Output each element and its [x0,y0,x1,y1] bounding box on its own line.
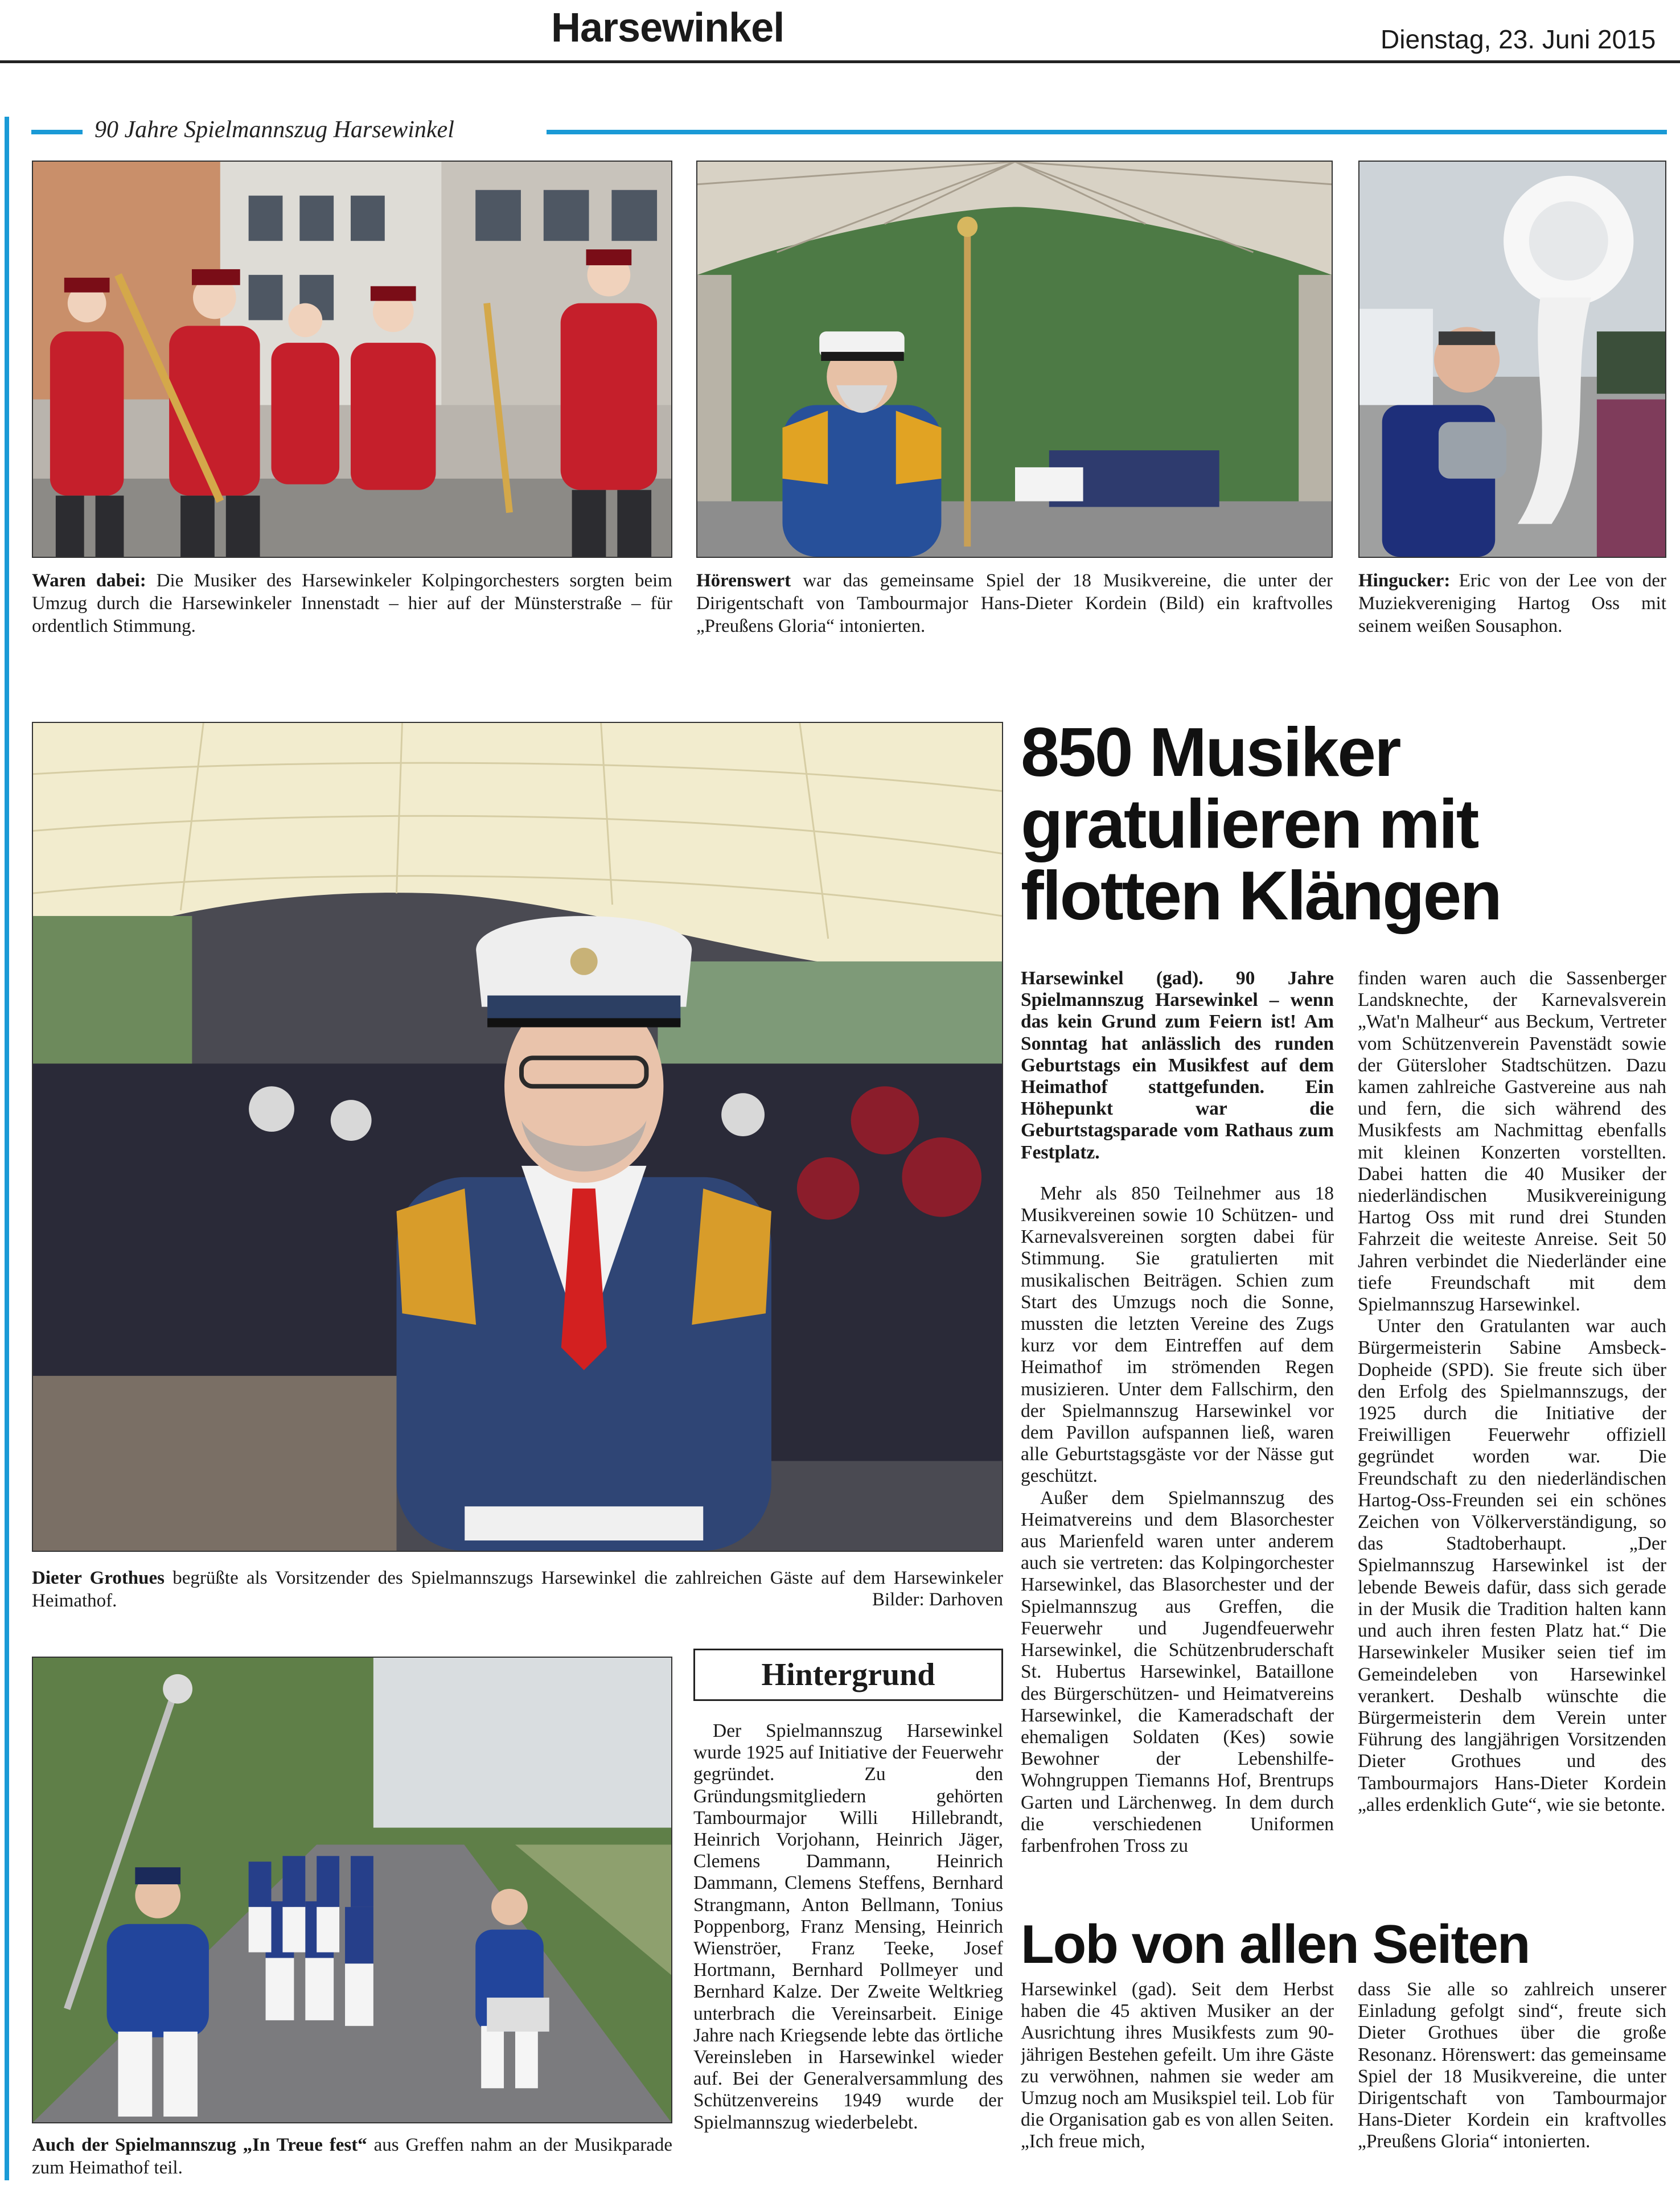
headline-main [1021,713,1670,934]
article-paragraph: Unter den Gratulanten war auch Bürgermeisterin Sabine Amsbeck-Dopheide (SPD). Sie freute sich über den Erfolg des Spielmannszugs, der 1925 durch die Initiative der Freiwilligen Feuerwehr offiziell gegründet worden war. Die Freundschaft zu den niederländischen Hartog-Oss-Freunden sei ein schönes Zeichen von Völkerverständigung, so das Stadtoberhaupt. „Der Spielmannszug Harsewinkel ist der lebende Beweis dafür, dass sich gerade in der Musik die Tradition halten kann und auch ihren festen Platz hat.“ Die Harsewinkeler Musiker seien tief im Gemeindeleben von Harsewinkel verankert. Deshalb wünschte die Bürgermeisterin dem Verein unter Führung des langjährigen Vorsitzenden Dieter Grothues und des Tambourmajors Hans-Dieter Kordein „alles erdenklich Gute“, wie sie betonte. [1358,1316,1666,1815]
photo-in-treue-fest [32,1657,672,2123]
article-paragraph: Mehr als 850 Teilnehmer aus 18 Musikvereinen sowie 10 Schützen- und Karnevalsvereinen sorgten dabei für Stimmung. Sie gratulierten mit musikalischen Beiträgen. Schien zum Start des Umzugs noch die Sonne, mussten die letzten Vereine des Zugs kurz vor dem Eintreffen auf dem Heimathof im strömenden Regen musizieren. Unter dem Fallschirm, den der Spielmannszug Harsewinkel vor dem Pavillon aufspannen ließ, waren alle Geburtstagsgäste vor der Nässe gut geschützt. [1021,1182,1334,1487]
photo-kolpingorchester [32,161,672,558]
photo-dieter-grothues [32,722,1003,1552]
issue-date: Dienstag, 23. Juni 2015 [1381,24,1656,54]
kicker-line-left [31,130,83,134]
section-title: Harsewinkel [551,5,784,51]
caption-text: aus Greffen nahm an der Musikparade zum Heimathof teil. [32,2135,672,2178]
caption-photo-2 [696,569,1333,638]
caption-text: Die Musiker des Harsewinkeler Kolpingorchesters sorgten beim Umzug durch die Harsewinkeler Innenstadt – hier auf der Münsterstraße – für ordentlich Stimmung. [32,570,672,636]
article2-column-1 [1021,1979,1334,2178]
article2-paragraph: Harsewinkel (gad). Seit dem Herbst haben die 45 aktiven Musiker an der Ausrichtung ihres Musikfests zum 90-jährigen Bestehen gefeilt. Um ihre Gäste zu verwöhnen, nahmen sie weder am Umzug noch am Musikspiel teil. Lob für die Organisation gab es von allen Seiten. „Ich freue mich, [1021,1979,1334,2152]
hintergrund-text [693,1720,1003,2176]
margin-bar [5,117,9,2180]
article-column-2 [1358,968,1666,1879]
article2-column-2 [1358,1979,1666,2178]
kicker-line-right [547,130,1667,134]
article-lead: Harsewinkel (gad). 90 Jahre Spielmannszug Harsewinkel – wenn das kein Grund zum Feiern ist! Am Sonntag hat anlässlich des runden Geburtstags ein Musikfest auf dem Heimathof stattgefunden. Ein Höhepunkt war die Geburtstagsparade vom Rathaus zum Festplatz. [1021,968,1334,1163]
caption-lead: Hingucker: [1358,570,1451,591]
headline-line: flotten Klängen [1021,857,1501,934]
caption-photo-5 [32,2134,672,2179]
article-paragraph: Außer dem Spielmannszug des Heimatvereins und dem Blasorchester aus Marienfeld waren unter anderem auch sie vertreten: das Kolpingorchester Harsewinkel, das Blasorchester und der Spielmannszug aus Greffen, die Feuerwehr und Jugendfeuerwehr Harsewinkel, die Schützenbruderschaft St. Hubertus Harsewinkel, Bataillone des Bürgerschützen- und Heimatvereins Harsewinkel, die Kameradschaft der ehemaligen Soldaten (Kes) sowie Bewohner der Lebenshilfe-Wohngruppen Tiemanns Hof, Brentrups Garten und Lärchenweg. In dem durch die verschiedenen Uniformen farbenfrohen Tross zu [1021,1487,1334,1856]
caption-text: Eric von der Lee von der Muziekvereniging Hartog Oss mit seinem weißen Sousaphon. [1358,570,1666,636]
article2-paragraph: dass Sie alle so zahlreich unserer Einladung gefolgt sind“, freute sich Dieter Grothues über die große Resonanz. Hörenswert: das gemeinsame Spiel der 18 Musikvereine, die unter Dirigentschaft von Tambourmajor Hans-Dieter Kordein ein kraftvolles „Preußens Gloria“ intonierten. [1358,1979,1666,2152]
photo-credit: Bilder: Darhoven [872,1589,1003,1610]
hintergrund-title: Hintergrund [693,1649,1003,1701]
caption-lead: Waren dabei: [32,570,146,591]
caption-text: war das gemeinsame Spiel der 18 Musikvereine, die unter der Dirigentschaft von Tambourmajor Hans-Dieter Kordein (Bild) ein kraftvolles „Preußens Gloria“ intonierten. [696,570,1333,636]
caption-lead: Hörenswert [696,570,791,591]
article-paragraph: finden waren auch die Sassenberger Landsknechte, der Karnevalsverein „Wat'n Malheur“ aus Beckum, Vertreter vom Schützenverein Pavenstädt sowie der Gütersloher Stadtschützen. Dazu kamen zahlreiche Gastvereine aus nah und fern, die sich während des Musikfests am Nachmittag ebenfalls mit kleinen Konzerten vorstellten. Dabei hatten die 40 Musiker der niederländischen Musikvereinigung Hartog Oss mit rund drei Stunden Fahrzeit die weiteste Anreise. Seit 50 Jahren verbindet die Niederländer eine tiefe Freundschaft mit dem Spielmannszug Harsewinkel. [1358,968,1666,1316]
caption-lead: Auch der Spielmannszug „In Treue fest“ [32,2135,367,2155]
header-rule [0,60,1680,63]
headline-line: gratulieren mit [1021,785,1478,862]
caption-photo-1 [32,569,672,638]
kicker: 90 Jahre Spielmannszug Harsewinkel [84,116,465,143]
caption-text: begrüßte als Vorsitzender des Spielmannszugs Harsewinkel die zahlreichen Gäste auf dem Harsewinkeler Heimathof. [32,1568,1003,1611]
caption-lead: Dieter Grothues [32,1568,165,1588]
photo-tambourmajor [696,161,1333,558]
headline-line: 850 Musiker [1021,713,1400,791]
caption-photo-3 [1358,569,1666,638]
headline-secondary: Lob von allen Seiten [1021,1914,1530,1975]
hintergrund-paragraph: Der Spielmannszug Harsewinkel wurde 1925 auf Initiative der Feuerwehr gegründet. Zu den Gründungsmitgliedern gehörten Tambourmajor Willi Hillebrandt, Heinrich Vorjohann, Heinrich Jäger, Clemens Dammann, Heinrich Dammann, Clemens Steffens, Bernhard Strangmann, Anton Bellmann, Tonius Poppenborg, Franz Mensing, Heinrich Wienströer, Franz Teeke, Josef Hortmann, Bernhard Pollmeyer und Bernhard Kalze. Der Zweite Weltkrieg unterbrach die Vereinsarbeit. Einige Jahre nach Kriegsende lebte das örtliche Vereinsleben in Harsewinkel wieder auf. Bei der Generalversammlung des Schützenvereins 1949 wurde der Spielmannszug wiederbelebt. [693,1720,1003,2133]
article-column-1 [1021,968,1334,1879]
photo-sousaphon [1358,161,1666,558]
